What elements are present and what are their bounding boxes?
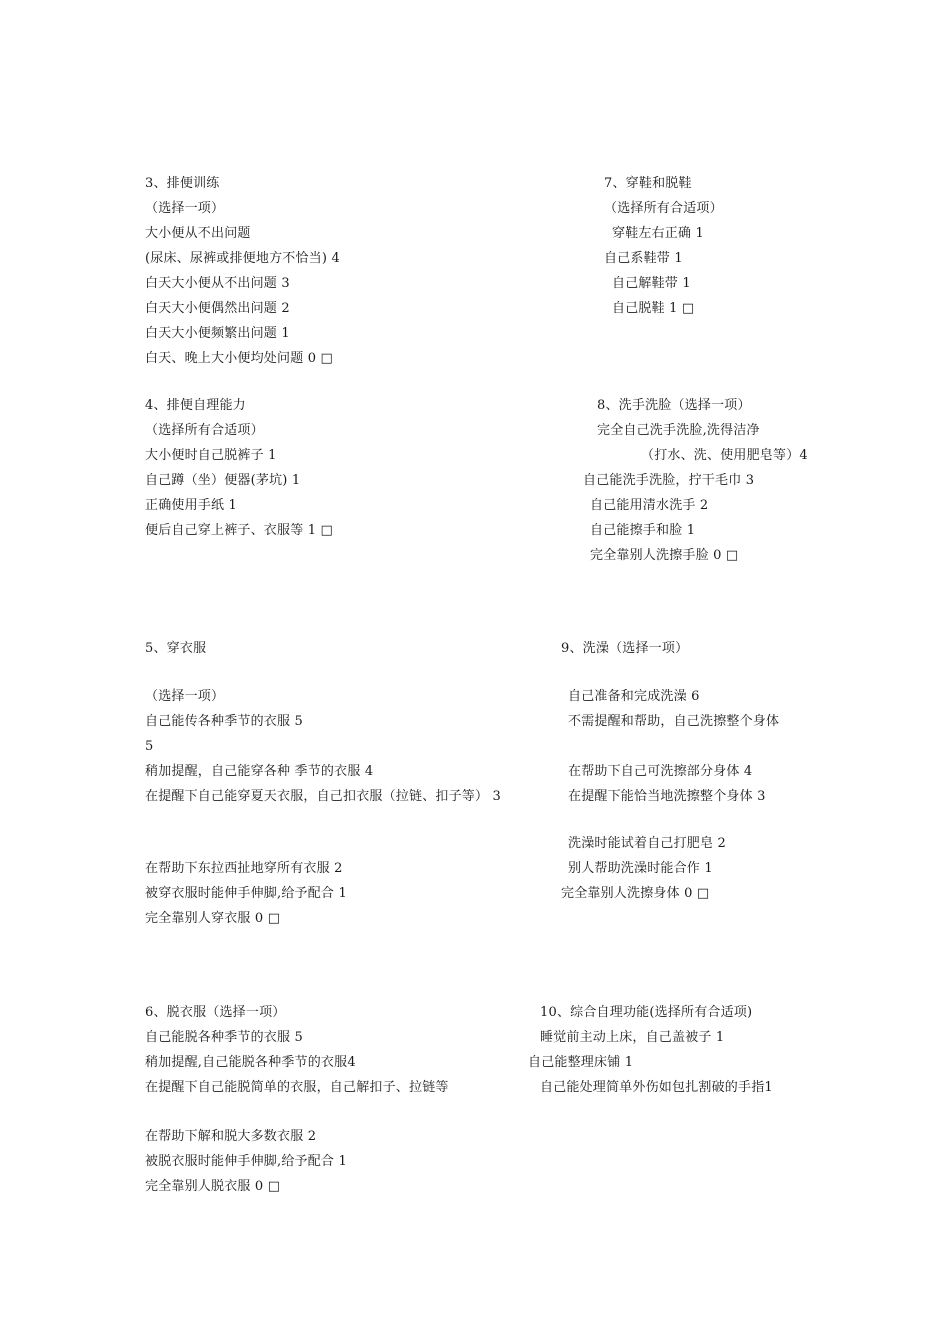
option-line: 正确使用手纸 1 bbox=[145, 498, 238, 513]
option-line: 穿鞋左右正确 1 bbox=[612, 226, 705, 241]
option-line: 完全靠别人洗擦身体 0 □ bbox=[561, 886, 710, 901]
option-line: 洗澡时能试着自己打肥皂 2 bbox=[568, 836, 727, 851]
option-line: 在帮助下解和脱大多数衣服 2 bbox=[145, 1129, 317, 1144]
option-line: 完全靠别人穿衣服 0 □ bbox=[145, 911, 281, 926]
option-line: 完全靠别人洗擦手脸 0 □ bbox=[590, 548, 739, 563]
option-line: 自己能脱各种季节的衣服 5 bbox=[145, 1030, 304, 1045]
option-line: 在帮助下东拉西扯地穿所有衣服 2 bbox=[145, 861, 343, 876]
option-line: 在提醒下能恰当地洗擦整个身体 3 bbox=[568, 789, 766, 804]
option-line: 白天大小便从不出问题 3 bbox=[145, 276, 290, 291]
section-instruction: （选择所有合适项） bbox=[145, 423, 264, 438]
option-line: 被穿衣服时能伸手伸脚,给予配合 1 bbox=[145, 886, 347, 901]
option-line: 被脱衣服时能伸手伸脚,给予配合 1 bbox=[145, 1154, 347, 1169]
section-title: 8、洗手洗脸（选择一项） bbox=[597, 398, 751, 413]
section-instruction: （选择一项） bbox=[145, 201, 225, 216]
option-line: 在提醒下自己能穿夏天衣服，自己扣衣服（拉链、扣子等） 3 bbox=[145, 789, 502, 804]
option-line: 大小便从不出问题 bbox=[145, 226, 251, 241]
option-line: 在提醒下自己能脱简单的衣服，自己解扣子、拉链等 bbox=[145, 1080, 449, 1095]
option-line: 稍加提醒，自己能穿各种 季节的衣服 4 bbox=[145, 764, 374, 779]
option-line: 自己能擦手和脸 1 bbox=[590, 523, 696, 538]
option-line: 5 bbox=[145, 739, 154, 754]
option-line: 不需提醒和帮助，自己洗擦整个身体 bbox=[568, 714, 780, 729]
option-line: 稍加提醒,自己能脱各种季节的衣服4 bbox=[145, 1055, 356, 1070]
section-title: 3、排便训练 bbox=[145, 176, 220, 191]
section-title: 7、穿鞋和脱鞋 bbox=[604, 176, 692, 191]
section-title: 10、综合自理功能(选择所有合适项) bbox=[540, 1005, 753, 1020]
option-line: 大小便时自己脱裤子 1 bbox=[145, 448, 277, 463]
option-line: 别人帮助洗澡时能合作 1 bbox=[568, 861, 713, 876]
section-title: 5、穿衣服 bbox=[145, 641, 207, 656]
option-line: 在帮助下自己可洗擦部分身体 4 bbox=[568, 764, 753, 779]
section-title: 9、洗澡（选择一项） bbox=[561, 641, 689, 656]
section-instruction: （选择一项） bbox=[145, 689, 225, 704]
option-line: 便后自己穿上裤子、衣服等 1 □ bbox=[145, 523, 334, 538]
option-line: 白天、晚上大小便均处问题 0 □ bbox=[145, 351, 334, 366]
option-line: 自己能用清水洗手 2 bbox=[590, 498, 709, 513]
option-line: 完全自己洗手洗脸,洗得洁净 bbox=[597, 423, 760, 438]
section-title: 4、排便自理能力 bbox=[145, 398, 246, 413]
option-line: 白天大小便频繁出问题 1 bbox=[145, 326, 290, 341]
option-line: 完全靠别人脱衣服 0 □ bbox=[145, 1179, 281, 1194]
section-instruction: （选择所有合适项） bbox=[604, 201, 723, 216]
section-title: 6、脱衣服（选择一项） bbox=[145, 1005, 286, 1020]
option-line: 自己能整理床铺 1 bbox=[528, 1055, 634, 1070]
option-line: 自己能传各种季节的衣服 5 bbox=[145, 714, 304, 729]
option-line: (尿床、尿裤或排便地方不恰当) 4 bbox=[145, 251, 340, 266]
option-line: 自己能处理简单外伤如包扎割破的手指1 bbox=[540, 1080, 773, 1095]
option-line: 自己解鞋带 1 bbox=[612, 276, 691, 291]
option-line: 自己准备和完成洗澡 6 bbox=[568, 689, 700, 704]
option-line: 睡觉前主动上床，自己盖被子 1 bbox=[540, 1030, 725, 1045]
option-line: 自己脱鞋 1 □ bbox=[612, 301, 695, 316]
option-line: 自己能洗手洗脸，拧干毛巾 3 bbox=[583, 473, 755, 488]
option-line: 白天大小便偶然出问题 2 bbox=[145, 301, 290, 316]
option-line: 自己蹲（坐）便器(茅坑) 1 bbox=[145, 473, 301, 488]
option-line: 自己系鞋带 1 bbox=[604, 251, 683, 266]
option-line: （打水、洗、使用肥皂等）4 bbox=[641, 448, 808, 463]
